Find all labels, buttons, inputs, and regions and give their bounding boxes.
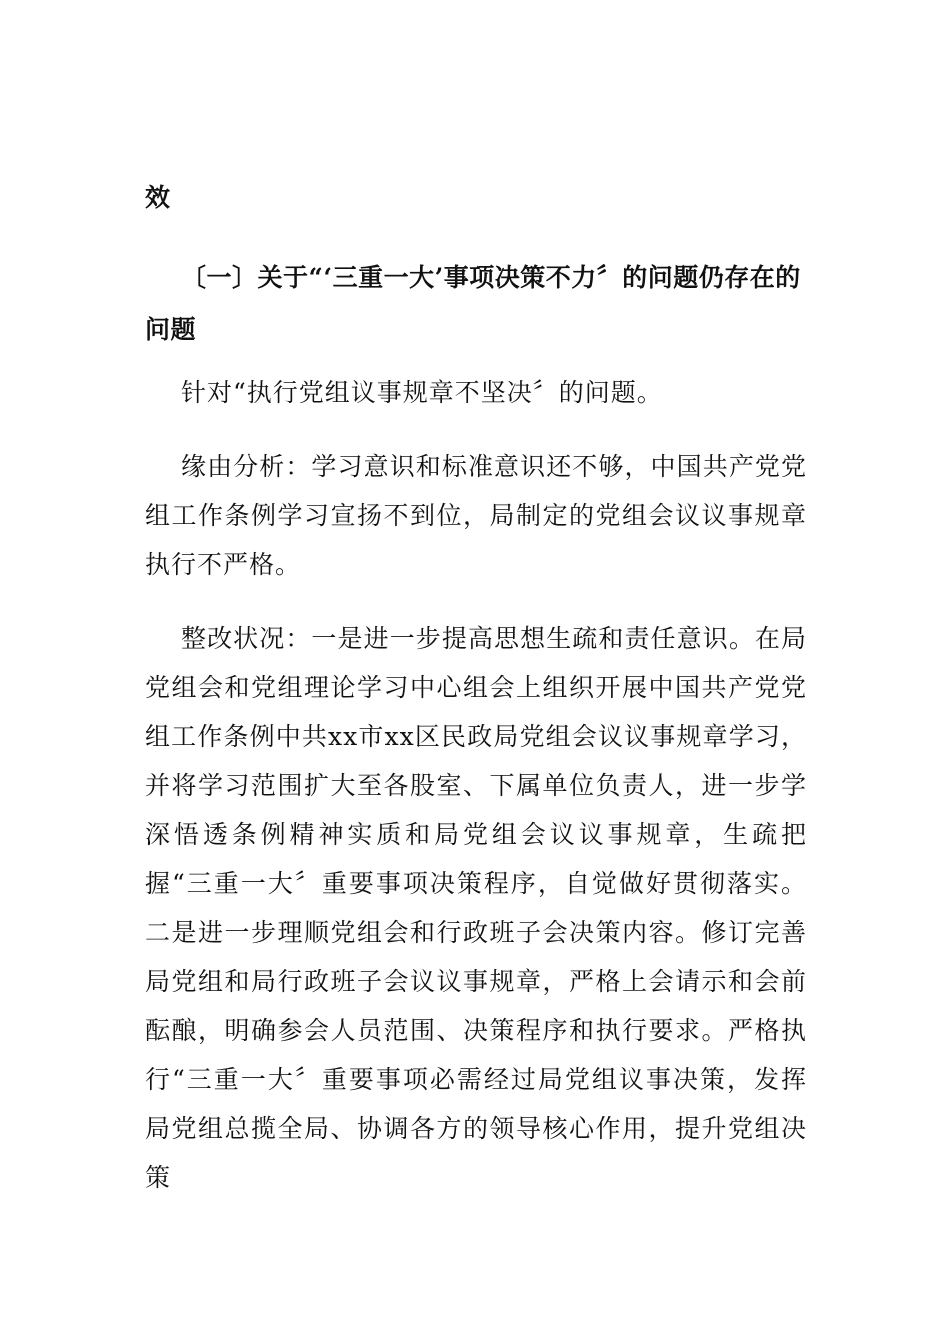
continued-text-fragment: 效: [145, 183, 171, 212]
section-heading: 〔一〕关于“‘三重一大’事项决策不力〞的问题仍存在的问题: [145, 263, 801, 344]
paragraph-cause-analysis: 缘由分析：学习意识和标准意识还不够，中国共产党党组工作条例学习宣扬不到位，局制定的党组会议议事规章执行不严格。: [145, 452, 807, 579]
paragraph-rectification: 整改状况：一是进一步提高思想生疏和责任意识。在局党组会和党组理论学习中心组会上组织开展中国共产党党组工作条例中共xx市xx区民政局党组会议议事规章学习，并将学习范围扩大至各股室、下属单位负责人，进一步学深悟透条例精神实质和局党组会议议事规章，生疏把握“三重一大〞重要事项决策程序，自觉做好贯彻落实。二是进一步理顺党组会和行政班子会决策内容。修订完善局党组和局行政班子会议议事规章，严格上会请示和会前酝酿，明确参会人员范围、决策程序和执行要求。严格执行“三重一大〞重要事项必需经过局党组议事决策，发挥局党组总揽全局、协调各方的领导核心作用，提升党组决策: [145, 624, 807, 1192]
paragraph-issue: 针对“执行党组议事规章不坚决〞的问题。: [181, 378, 663, 407]
